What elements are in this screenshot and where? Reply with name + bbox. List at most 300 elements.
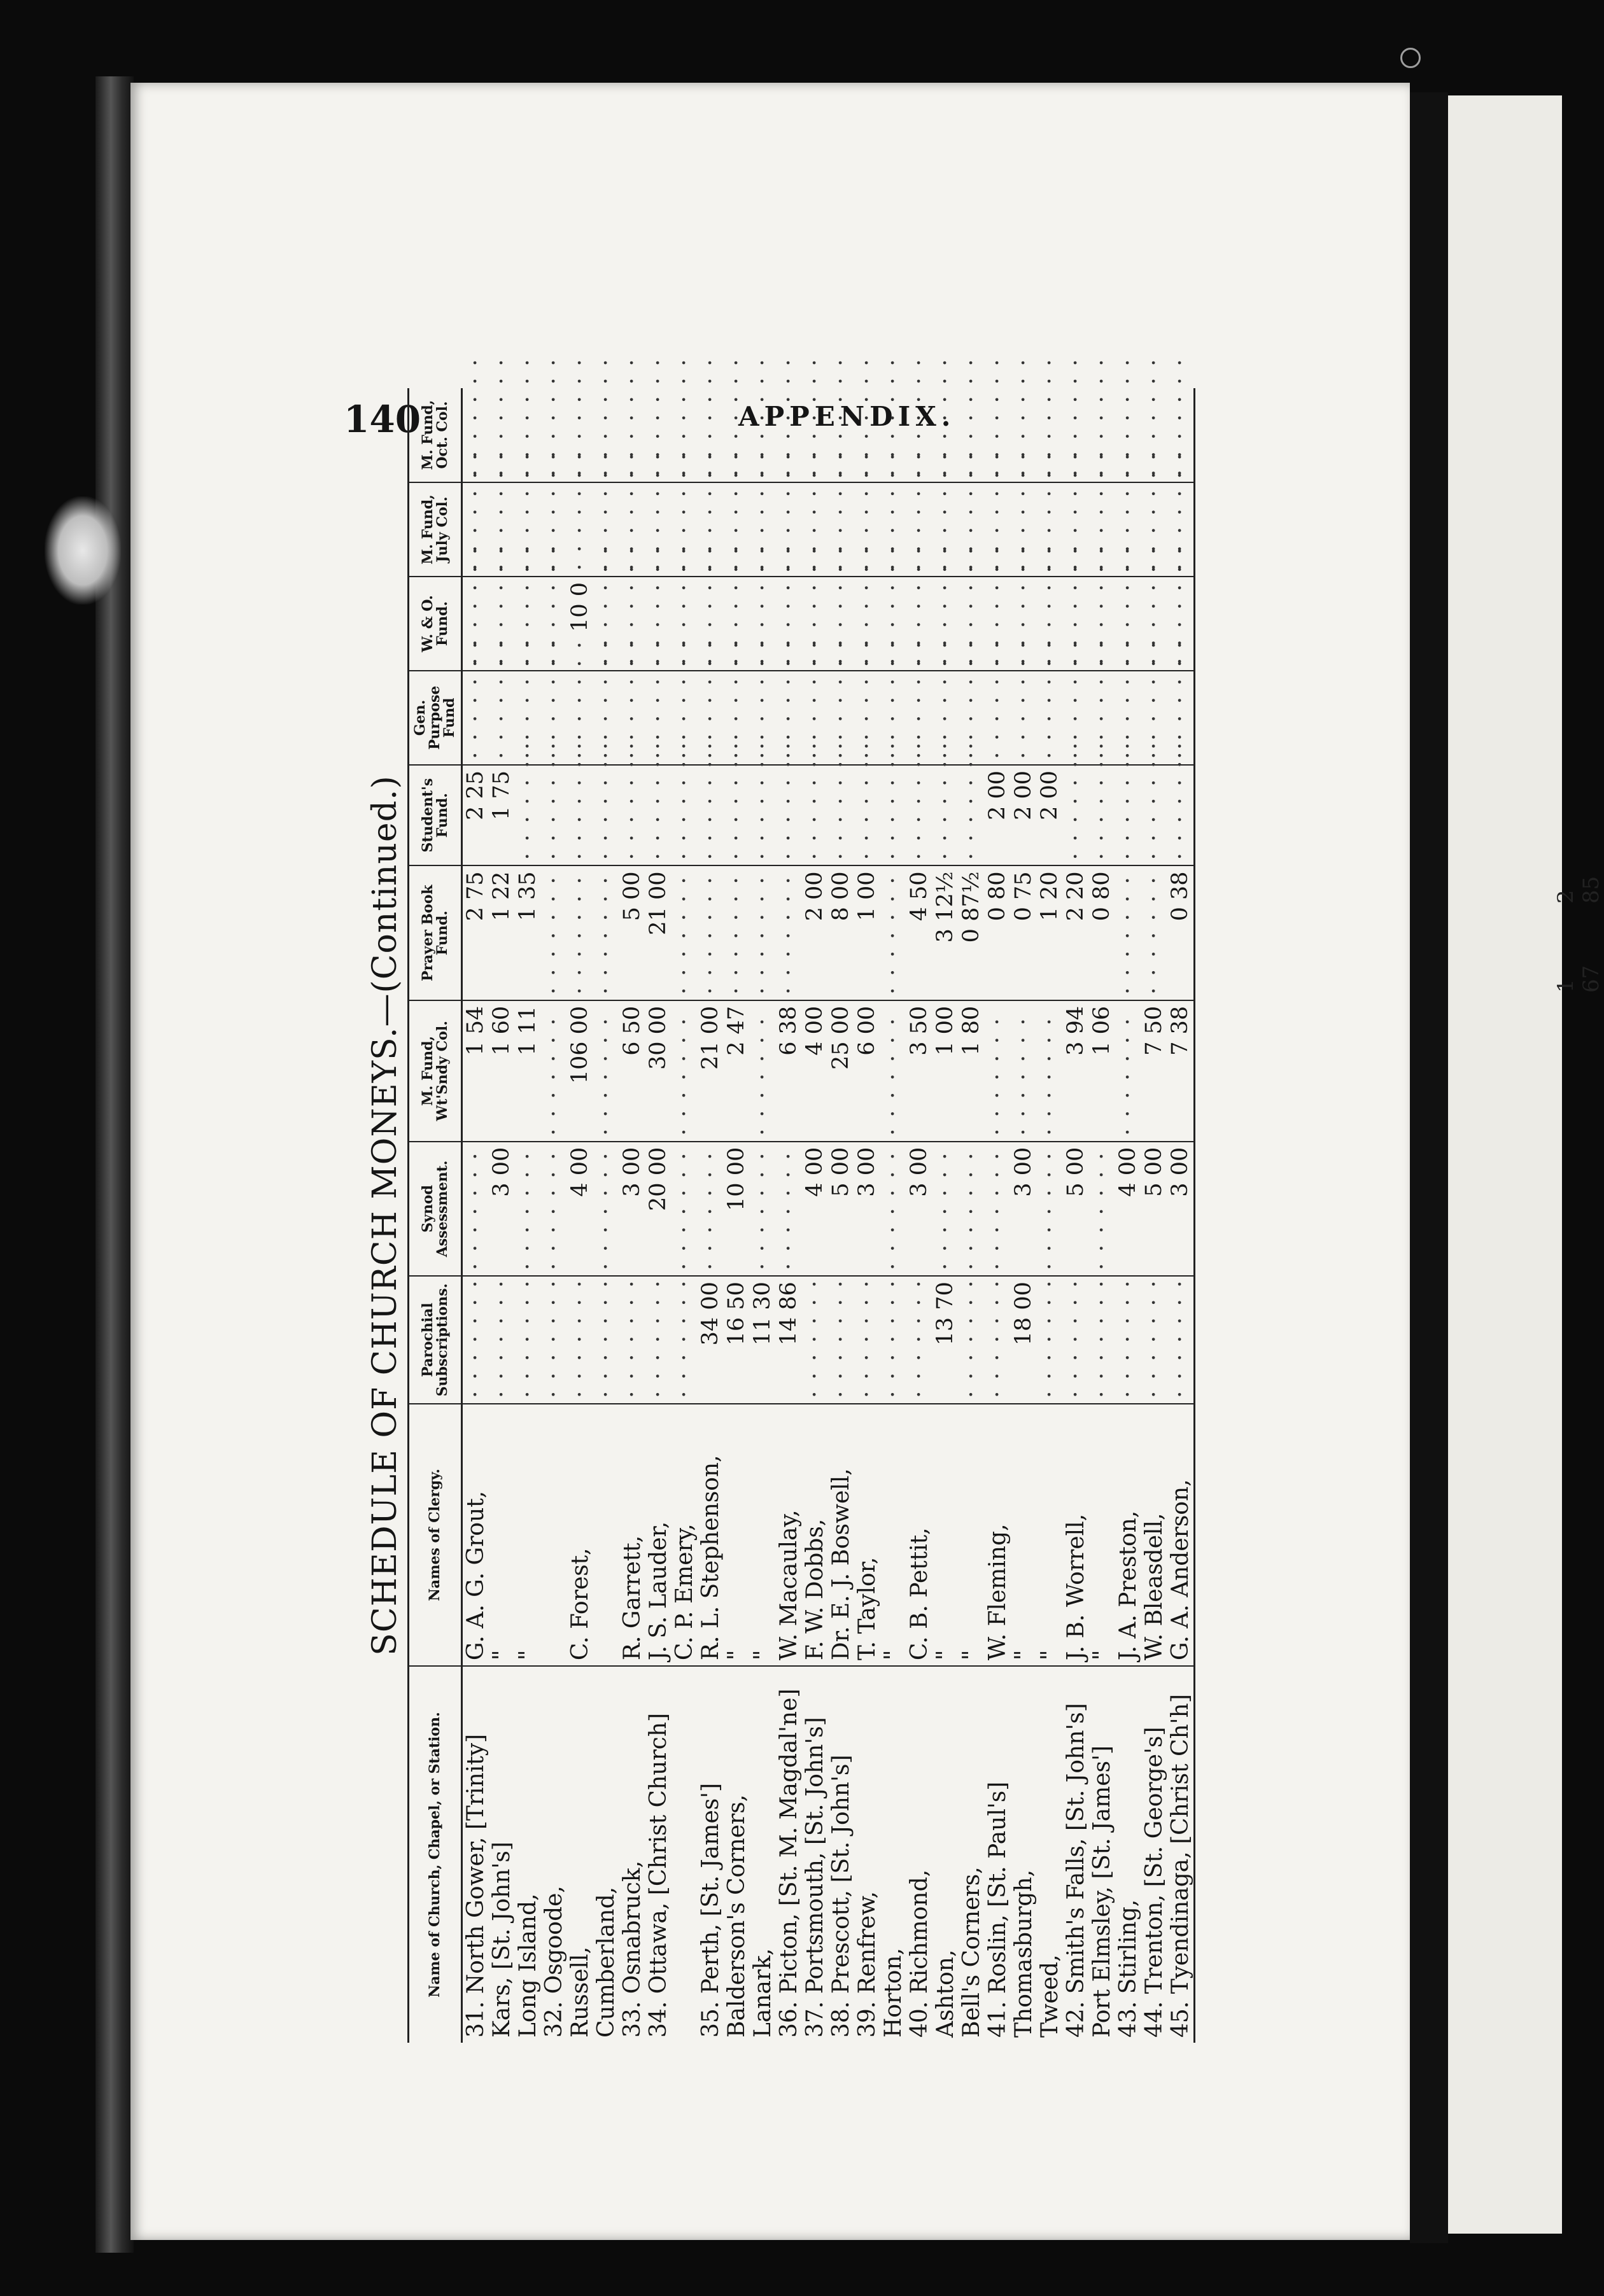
table-cell-student: · · · · · · ·	[1115, 765, 1141, 866]
page-title: SCHEDULE OF CHURCH MONEYS.—(Continued.)	[366, 775, 404, 1656]
table-cell-clergy: C. B. Pettit,	[906, 1404, 932, 1666]
table-cell-prayer: 4 50	[906, 865, 932, 1000]
table-cell-oct: · · · · · · ·	[880, 357, 906, 477]
table-row	[1167, 388, 1195, 2043]
table-cell-gen: · · · · · · ·	[645, 671, 672, 765]
table-cell-church: Balderson's Corners,	[724, 1666, 750, 2043]
table-cell-gen: · · · · · · ·	[1115, 671, 1141, 765]
table-cell-student: · · · · · · ·	[1063, 765, 1089, 866]
table-cell-mfund_ws: · · · · · · ·	[985, 1000, 1011, 1142]
table-cell-wo: · · · · · · ·	[750, 577, 776, 671]
table-cell-gen: · · · · · · ·	[1141, 671, 1167, 765]
table-cell-mfund_ws: · · · · · · ·	[541, 1000, 567, 1142]
table-cell-oct: · · · · · · ·	[1036, 357, 1063, 477]
table-cell-mfund_ws: 6 50	[619, 1000, 645, 1142]
table-cell-mfund_ws: 1 06	[1089, 1000, 1115, 1142]
table-cell-wo: · · · · · · ·	[541, 577, 567, 671]
table-cell-gen: · · · · · · ·	[489, 671, 515, 765]
table-cell-wo: · · · · · · ·	[672, 577, 698, 671]
table-cell-oct: · · · · · · ·	[593, 357, 619, 477]
table-cell-clergy: J. S. Lauder,	[645, 1404, 672, 1666]
table-cell-prayer: · · · · · · ·	[593, 865, 619, 1000]
table-row	[828, 388, 854, 2043]
footer-fragment: 2 85	[1553, 876, 1604, 904]
col-header-church: Name of Church, Chapel, or Station.	[409, 1666, 462, 2043]
table-cell-student: · · · · · · ·	[776, 765, 802, 866]
table-cell-oct: · · · · · · ·	[1062, 357, 1089, 477]
table-cell-gen: · · · · · · ·	[932, 671, 959, 765]
table-cell-mfund_ws: 106 00	[567, 1000, 593, 1142]
table-cell-wo: 10 0	[567, 577, 593, 671]
table-cell-church: 44. Trenton, [St. George's]	[1141, 1666, 1167, 2043]
table-cell-wo: · · · · · · ·	[645, 577, 672, 671]
table-cell-july: · · · · · · ·	[959, 482, 985, 577]
table-cell-clergy: W. Macaulay,	[776, 1404, 802, 1666]
table-cell-gen: · · · · · · ·	[515, 671, 541, 765]
table-cell-parochial: · · · · · · ·	[672, 1276, 698, 1404]
table-cell-church: 35. Perth, [St. James']	[698, 1666, 724, 2043]
table-row	[854, 388, 880, 2043]
table-cell-church: 32. Osgoode,	[541, 1666, 567, 2043]
table-cell-mfund_ws: 1 54	[462, 1000, 489, 1142]
table-cell-oct: · · · · · · ·	[984, 357, 1011, 477]
table-cell-july: · · · · · · ·	[1089, 482, 1115, 577]
table-cell-wo: · · · · · · ·	[698, 577, 724, 671]
col-header-prayer-book: Prayer Book Fund.	[409, 865, 462, 1000]
col-header-mfund-july: M. Fund, July Col.	[409, 482, 462, 577]
table-cell-synod: · · · · · · ·	[985, 1142, 1011, 1276]
table-cell-gen: · · · · · · ·	[776, 671, 802, 765]
table-cell-july: · · · · · · ·	[462, 482, 489, 577]
table-cell-parochial: · · · · · · ·	[567, 1276, 593, 1404]
table-cell-mfund_ws: · · · · · · ·	[1115, 1000, 1141, 1142]
table-cell-synod: 10 00	[724, 1142, 750, 1276]
table-cell-prayer: 0 87½	[959, 865, 985, 1000]
table-cell-synod: · · · · · · ·	[750, 1142, 776, 1276]
table-cell-oct: · · · · · · ·	[462, 357, 489, 477]
table-cell-parochial: 18 00	[1011, 1276, 1037, 1404]
table-cell-july: · · · · · · ·	[750, 482, 776, 577]
table-cell-parochial: · · · · · · ·	[541, 1276, 567, 1404]
table-cell-oct: · · · · · · ·	[723, 357, 750, 477]
table-cell-gen: · · · · · · ·	[567, 671, 593, 765]
table-cell-wo: · · · · · · ·	[932, 577, 959, 671]
table-cell-church: 39. Renfrew,	[854, 1666, 880, 2043]
table-cell-parochial: · · · · · · ·	[854, 1276, 880, 1404]
table-cell-church: 43. Stirling,	[1115, 1666, 1141, 2043]
table-cell-church: Long Island,	[515, 1666, 541, 2043]
table-cell-parochial: · · · · · · ·	[489, 1276, 515, 1404]
table-cell-clergy: W. Bleasdell,	[1141, 1404, 1167, 1666]
table-cell-prayer: · · · · · · ·	[750, 865, 776, 1000]
table-cell-parochial: · · · · · · ·	[645, 1276, 672, 1404]
table-cell-july: · · · · · · ·	[619, 482, 645, 577]
table-cell-synod: 3 00	[489, 1142, 515, 1276]
table-cell-mfund_ws: 1 80	[959, 1000, 985, 1142]
table-cell-gen: · · · · · · ·	[828, 671, 854, 765]
table-cell-oct: · · · · · · ·	[540, 357, 567, 477]
table-cell-church: 41. Roslin, [St. Paul's]	[985, 1666, 1011, 2043]
table-row	[985, 388, 1011, 2043]
table-cell-oct: · · · · · · ·	[1167, 357, 1193, 477]
table-cell-prayer: 21 00	[645, 865, 672, 1000]
table-cell-july: · · · · · · ·	[880, 482, 906, 577]
table-cell-student: · · · · · · ·	[1141, 765, 1167, 866]
table-cell-clergy: F. W. Dobbs,	[802, 1404, 828, 1666]
col-header-parochial: Parochial Subscriptions.	[409, 1276, 462, 1404]
table-cell-gen: · · · · · · ·	[593, 671, 619, 765]
table-cell-mfund_ws: 7 38	[1167, 1000, 1195, 1142]
table-cell-wo: · · · · · · ·	[515, 577, 541, 671]
table-cell-gen: · · · · · · ·	[959, 671, 985, 765]
table-cell-prayer: 0 80	[1089, 865, 1115, 1000]
table-cell-prayer: 1 00	[854, 865, 880, 1000]
table-cell-gen: · · · · · · ·	[724, 671, 750, 765]
table-row	[932, 388, 959, 2043]
table-cell-clergy: J. B. Worrell,	[1063, 1404, 1089, 1666]
table-cell-clergy: "	[880, 1404, 906, 1666]
table-cell-wo: · · · · · · ·	[1011, 577, 1037, 671]
table-cell-wo: · · · · · · ·	[880, 577, 906, 671]
table-row	[1063, 388, 1089, 2043]
table-row	[802, 388, 828, 2043]
table-cell-gen: · · · · · · ·	[1167, 671, 1195, 765]
table-cell-synod: · · · · · · ·	[698, 1142, 724, 1276]
table-cell-parochial: · · · · · · ·	[515, 1276, 541, 1404]
corner-mark	[1400, 48, 1421, 68]
table-cell-student: 1 75	[489, 765, 515, 866]
table-cell-prayer: 8 00	[828, 865, 854, 1000]
table-cell-prayer: 3 12½	[932, 865, 959, 1000]
table-cell-clergy: W. Fleming,	[985, 1404, 1011, 1666]
table-cell-wo: · · · · · · ·	[802, 577, 828, 671]
table-cell-clergy: "	[515, 1404, 541, 1666]
table-cell-parochial: · · · · · · ·	[1141, 1276, 1167, 1404]
table-cell-mfund_ws: 3 50	[906, 1000, 932, 1142]
table-cell-synod: · · · · · · ·	[880, 1142, 906, 1276]
table-cell-wo: · · · · · · ·	[1089, 577, 1115, 671]
table-cell-student: · · · · · · ·	[932, 765, 959, 866]
table-cell-synod: · · · · · · ·	[1037, 1142, 1063, 1276]
table-cell-clergy: "	[1011, 1404, 1037, 1666]
table-cell-student: 2 00	[985, 765, 1011, 866]
table-cell-mfund_ws: · · · · · · ·	[1037, 1000, 1063, 1142]
table-cell-student: 2 25	[462, 765, 489, 866]
table-cell-clergy	[593, 1404, 619, 1666]
table-cell-church: Port Elmsley, [St. James']	[1089, 1666, 1115, 2043]
table-header-row	[409, 388, 462, 2043]
table-cell-gen: · · · · · · ·	[619, 671, 645, 765]
table-cell-synod: 4 00	[802, 1142, 828, 1276]
col-header-gen-purpose: Gen. Purpose Fund	[409, 671, 462, 765]
table-cell-clergy	[541, 1404, 567, 1666]
table-cell-july: · · · · · · ·	[776, 482, 802, 577]
table-row	[619, 388, 645, 2043]
table-cell-oct: · · · · · · ·	[514, 357, 541, 477]
table-cell-july: · · · · · · ·	[1037, 482, 1063, 577]
table-cell-oct: · · · · · · ·	[854, 357, 880, 477]
table-cell-wo: · · · · · · ·	[724, 577, 750, 671]
table-cell-wo: · · · · · · ·	[489, 577, 515, 671]
table-cell-church: Cumberland,	[593, 1666, 619, 2043]
table-cell-july: · · · · · · ·	[985, 482, 1011, 577]
table-cell-gen: · · · · · · ·	[1037, 671, 1063, 765]
next-page-edge	[1448, 95, 1562, 2234]
table-cell-church: Tweed,	[1037, 1666, 1063, 2043]
table-cell-wo: · · · · · · ·	[1115, 577, 1141, 671]
table-cell-oct: · · · · · · ·	[932, 357, 959, 477]
table-cell-prayer: · · · · · · ·	[672, 865, 698, 1000]
table-cell-student: · · · · · · ·	[750, 765, 776, 866]
table-cell-synod: 3 00	[1167, 1142, 1195, 1276]
table-cell-synod: 20 00	[645, 1142, 672, 1276]
table-cell-parochial: · · · · · · ·	[593, 1276, 619, 1404]
table-cell-prayer: 2 20	[1063, 865, 1089, 1000]
table-cell-oct: · · · · · · ·	[619, 357, 645, 477]
table-cell-gen: · · · · · · ·	[1011, 671, 1037, 765]
table-cell-student: · · · · · · ·	[672, 765, 698, 866]
table-cell-july: · · · · · · ·	[672, 482, 698, 577]
table-cell-prayer: 1 35	[515, 865, 541, 1000]
table-cell-church: 45. Tyendinaga, [Christ Ch'h]	[1167, 1666, 1195, 2043]
table-cell-synod: · · · · · · ·	[541, 1142, 567, 1276]
table-cell-clergy: "	[724, 1404, 750, 1666]
table-cell-parochial: 34 00	[698, 1276, 724, 1404]
table-cell-oct: · · · · · · ·	[566, 357, 593, 477]
table-cell-mfund_ws: 6 38	[776, 1000, 802, 1142]
page-gutter	[1410, 92, 1448, 2243]
table-cell-church: 38. Prescott, [St. John's]	[828, 1666, 854, 2043]
table-cell-synod: 5 00	[1141, 1142, 1167, 1276]
table-cell-clergy: G. A. G. Grout,	[462, 1404, 489, 1666]
table-row	[880, 388, 906, 2043]
table-cell-prayer: · · · · · · ·	[541, 865, 567, 1000]
table-cell-mfund_ws: 7 50	[1141, 1000, 1167, 1142]
table-cell-prayer: · · · · · · ·	[776, 865, 802, 1000]
table-cell-synod: · · · · · · ·	[959, 1142, 985, 1276]
table-cell-church: 36. Picton, [St. M. Magdal'ne]	[776, 1666, 802, 2043]
table-row	[959, 388, 985, 2043]
table-row	[593, 388, 619, 2043]
table-cell-july: · · · · · · ·	[645, 482, 672, 577]
table-cell-oct: · · · · · · ·	[775, 357, 802, 477]
table-cell-july: · · · · · · ·	[1063, 482, 1089, 577]
table-row	[1115, 388, 1141, 2043]
table-row	[645, 388, 672, 2043]
table-row	[750, 388, 776, 2043]
table-row	[1011, 388, 1037, 2043]
table-cell-church: Kars, [St. John's]	[489, 1666, 515, 2043]
table-row	[1037, 388, 1063, 2043]
table-cell-synod: 3 00	[1011, 1142, 1037, 1276]
table-cell-wo: · · · · · · ·	[906, 577, 932, 671]
table-cell-synod: · · · · · · ·	[932, 1142, 959, 1276]
table-cell-clergy: J. A. Preston,	[1115, 1404, 1141, 1666]
table-cell-synod: · · · · · · ·	[462, 1142, 489, 1276]
table-cell-gen: · · · · · · ·	[1063, 671, 1089, 765]
table-cell-wo: · · · · · · ·	[828, 577, 854, 671]
page-number: 140	[344, 398, 421, 441]
table-cell-clergy: T. Taylor,	[854, 1404, 880, 1666]
table-cell-student: · · · · · · ·	[906, 765, 932, 866]
table-row	[489, 388, 515, 2043]
table-cell-student: · · · · · · ·	[619, 765, 645, 866]
table-cell-synod: 5 00	[828, 1142, 854, 1276]
table-cell-parochial: · · · · · · ·	[1167, 1276, 1195, 1404]
table-cell-wo: · · · · · · ·	[776, 577, 802, 671]
table-cell-parochial: 16 50	[724, 1276, 750, 1404]
table-cell-student: · · · · · · ·	[959, 765, 985, 866]
table-cell-wo: · · · · · · ·	[1063, 577, 1089, 671]
table-cell-mfund_ws: · · · · · · ·	[750, 1000, 776, 1142]
table-cell-student: · · · · · · ·	[802, 765, 828, 866]
table-cell-parochial: · · · · · · ·	[1089, 1276, 1115, 1404]
table-cell-parochial: · · · · · · ·	[880, 1276, 906, 1404]
table-cell-wo: · · · · · · ·	[1141, 577, 1167, 671]
table-cell-parochial: 14 86	[776, 1276, 802, 1404]
table-cell-prayer: 1 20	[1037, 865, 1063, 1000]
table-cell-synod: 4 00	[567, 1142, 593, 1276]
table-cell-synod: · · · · · · ·	[672, 1142, 698, 1276]
table-cell-prayer: 2 75	[462, 865, 489, 1000]
table-cell-july: · · · · · · ·	[1011, 482, 1037, 577]
table-cell-gen: · · · · · · ·	[880, 671, 906, 765]
table-cell-church: 37. Portsmouth, [St. John's]	[802, 1666, 828, 2043]
table-cell-prayer: · · · · · · ·	[567, 865, 593, 1000]
table-cell-prayer: 1 22	[489, 865, 515, 1000]
table-cell-prayer: 5 00	[619, 865, 645, 1000]
table-cell-oct: · · · · · · ·	[488, 357, 515, 477]
table-cell-clergy: C. P. Emery,	[672, 1404, 698, 1666]
table-cell-mfund_ws: 3 94	[1063, 1000, 1089, 1142]
table-cell-prayer: 0 80	[985, 865, 1011, 1000]
table-cell-student: · · · · · · ·	[515, 765, 541, 866]
table-cell-mfund_ws: 25 00	[828, 1000, 854, 1142]
table-cell-prayer: · · · · · · ·	[880, 865, 906, 1000]
table-cell-student: · · · · · · ·	[880, 765, 906, 866]
table-cell-clergy: "	[932, 1404, 959, 1666]
table-cell-church: Horton,	[880, 1666, 906, 2043]
table-cell-student: · · · · · · ·	[1167, 765, 1195, 866]
table-cell-july: · · · · · · ·	[489, 482, 515, 577]
table-cell-clergy: "	[489, 1404, 515, 1666]
table-cell-parochial: · · · · · · ·	[1063, 1276, 1089, 1404]
table-cell-gen: · · · · · · ·	[750, 671, 776, 765]
table-cell-oct: · · · · · · ·	[958, 357, 985, 477]
table-cell-student: · · · · · · ·	[593, 765, 619, 866]
table-cell-wo: · · · · · · ·	[462, 577, 489, 671]
table-cell-mfund_ws: 4 00	[802, 1000, 828, 1142]
table-cell-parochial: · · · · · · ·	[959, 1276, 985, 1404]
col-header-synod: Synod Assessment.	[409, 1142, 462, 1276]
table-cell-prayer: · · · · · · ·	[1115, 865, 1141, 1000]
table-cell-mfund_ws: · · · · · · ·	[672, 1000, 698, 1142]
table-row	[776, 388, 802, 2043]
table-cell-student: · · · · · · ·	[698, 765, 724, 866]
church-moneys-table	[407, 357, 1195, 2043]
table-cell-prayer: 2 00	[802, 865, 828, 1000]
table-cell-parochial: 13 70	[932, 1276, 959, 1404]
table-cell-clergy: "	[959, 1404, 985, 1666]
table-cell-clergy: "	[750, 1404, 776, 1666]
table-cell-wo: · · · · · · ·	[1037, 577, 1063, 671]
table-cell-july: · · · · · · ·	[541, 482, 567, 577]
table-cell-church: 42. Smith's Falls, [St. John's]	[1063, 1666, 1089, 2043]
table-row	[672, 388, 698, 2043]
table-cell-clergy: R. L. Stephenson,	[698, 1404, 724, 1666]
table-cell-student: · · · · · · ·	[828, 765, 854, 866]
table-cell-clergy: "	[1089, 1404, 1115, 1666]
table-cell-july: · · · · · · ·	[854, 482, 880, 577]
table-cell-prayer: 0 75	[1011, 865, 1037, 1000]
table-cell-synod: 5 00	[1063, 1142, 1089, 1276]
table-cell-oct: · · · · · · ·	[749, 357, 776, 477]
table-cell-clergy: G. A. Anderson,	[1167, 1404, 1195, 1666]
table-cell-student: · · · · · · ·	[724, 765, 750, 866]
rotated-page-content	[344, 357, 1267, 2043]
table-cell-mfund_ws: · · · · · · ·	[1011, 1000, 1037, 1142]
table-row	[1141, 388, 1167, 2043]
table-cell-july: · · · · · · ·	[593, 482, 619, 577]
table-cell-parochial: · · · · · · ·	[1037, 1276, 1063, 1404]
table-cell-church: 31. North Gower, [Trinity]	[462, 1666, 489, 2043]
table-cell-student: 2 00	[1011, 765, 1037, 866]
table-cell-synod: 3 00	[906, 1142, 932, 1276]
table-cell-student: · · · · · · ·	[854, 765, 880, 866]
table-cell-oct: · · · · · · ·	[906, 357, 932, 477]
table-row	[906, 388, 932, 2043]
table-row	[462, 388, 489, 2043]
table-cell-synod: 3 00	[854, 1142, 880, 1276]
table-cell-gen: · · · · · · ·	[698, 671, 724, 765]
table-cell-july: · · · · · · ·	[698, 482, 724, 577]
table-cell-student: 2 00	[1037, 765, 1063, 866]
table-cell-prayer: 0 38	[1167, 865, 1195, 1000]
table-row	[567, 388, 593, 2043]
table-cell-synod: 3 00	[619, 1142, 645, 1276]
table-cell-clergy: "	[1037, 1404, 1063, 1666]
table-cell-parochial: · · · · · · ·	[802, 1276, 828, 1404]
table-cell-wo: · · · · · · ·	[959, 577, 985, 671]
table-cell-july: · · · · · · ·	[828, 482, 854, 577]
table-cell-oct: · · · · · · ·	[697, 357, 724, 477]
table-cell-church: Ashton,	[932, 1666, 959, 2043]
table-cell-student: · · · · · · ·	[541, 765, 567, 866]
table-cell-oct: · · · · · · ·	[1141, 357, 1167, 477]
table-cell-church: Russell,	[567, 1666, 593, 2043]
table-cell-mfund_ws: · · · · · · ·	[880, 1000, 906, 1142]
table-cell-gen: · · · · · · ·	[854, 671, 880, 765]
table-cell-parochial: · · · · · · ·	[985, 1276, 1011, 1404]
running-head: APPENDIX.	[738, 401, 956, 432]
table-cell-synod: 4 00	[1115, 1142, 1141, 1276]
table-row	[515, 388, 541, 2043]
table-cell-synod: · · · · · · ·	[593, 1142, 619, 1276]
table-cell-july: · · · · · · ·	[1115, 482, 1141, 577]
table-cell-gen: · · · · · · ·	[462, 671, 489, 765]
table-cell-july: · · · · · · ·	[515, 482, 541, 577]
table-cell-july: · · · · · · ·	[802, 482, 828, 577]
table-cell-oct: · · · · · · ·	[1088, 357, 1115, 477]
table-cell-july: · · · · · · ·	[1141, 482, 1167, 577]
table-cell-mfund_ws: 30 00	[645, 1000, 672, 1142]
table-cell-oct: · · · · · · ·	[671, 357, 698, 477]
table-cell-parochial: · · · · · · ·	[462, 1276, 489, 1404]
footer-fragment: 1 67	[1553, 965, 1604, 993]
col-header-clergy: Names of Clergy.	[409, 1404, 462, 1666]
table-cell-student: · · · · · · ·	[645, 765, 672, 866]
col-header-wo-fund: W. & O. Fund.	[409, 577, 462, 671]
